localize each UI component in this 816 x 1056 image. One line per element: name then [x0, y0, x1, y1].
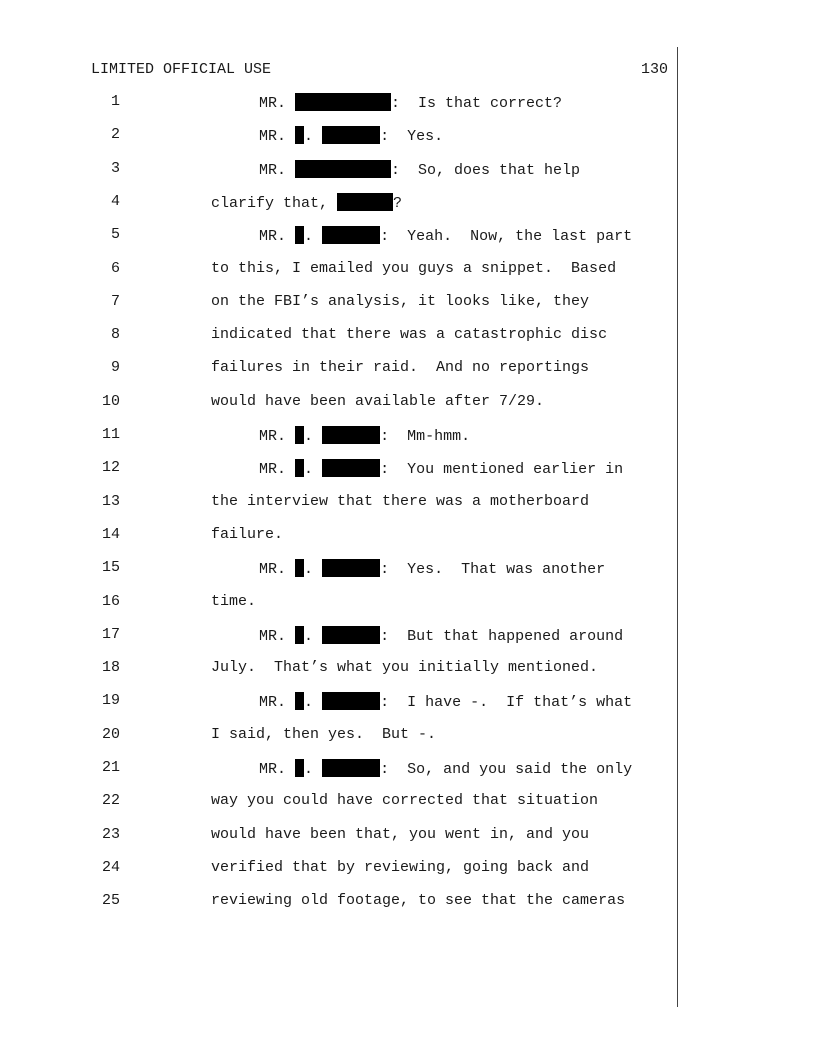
redaction-box	[295, 759, 304, 777]
line-number: 5	[110, 226, 120, 244]
line-content-end: ?	[393, 194, 403, 212]
transcript-line	[0, 258, 816, 282]
transcript-line	[0, 391, 816, 415]
line-content: : So, does that help	[391, 161, 581, 179]
line-content: indicated that there was a catastrophic disc	[211, 326, 608, 344]
speaker-line	[259, 692, 632, 711]
line-content: I said, then yes. But -.	[211, 725, 437, 743]
speaker-title: MR.	[259, 761, 287, 778]
line-content: : Yes.	[380, 128, 444, 146]
line-content: : So, and you said the only	[380, 761, 633, 778]
line-number: 19	[101, 692, 120, 710]
initial-separator: .	[304, 761, 314, 778]
speaker-line	[259, 226, 632, 245]
line-number: 9	[110, 359, 120, 377]
line-content: : I have -. If that’s what	[380, 694, 633, 712]
speaker-line	[259, 559, 605, 578]
initial-separator: .	[304, 228, 314, 246]
redaction-box	[322, 226, 380, 244]
line-number: 8	[110, 326, 120, 344]
line-number: 15	[101, 559, 120, 577]
line-number: 11	[101, 426, 120, 443]
initial-separator: .	[304, 128, 314, 146]
line-number: 16	[101, 592, 120, 610]
speaker-title: MR.	[259, 228, 287, 246]
transcript-line	[0, 657, 816, 681]
transcript-line	[0, 857, 816, 881]
transcript-line	[0, 91, 816, 115]
transcript-line	[0, 357, 816, 381]
redaction-box	[295, 426, 304, 444]
classification-marking: LIMITED OFFICIAL USE	[91, 61, 272, 78]
transcript-line	[0, 491, 816, 515]
line-number: 22	[101, 792, 120, 810]
line-number: 3	[110, 159, 120, 177]
initial-separator: .	[304, 561, 314, 579]
redaction-box	[322, 626, 380, 644]
transcript-line	[0, 557, 816, 581]
speaker-line	[259, 459, 623, 478]
transcript-line	[0, 890, 816, 914]
line-content: on the FBI’s analysis, it looks like, they	[211, 292, 590, 310]
speaker-title: MR.	[259, 161, 287, 179]
line-number: 10	[101, 392, 120, 410]
line-number: 6	[110, 259, 120, 277]
line-content: would have been available after 7/29.	[211, 392, 545, 410]
line-number: 13	[101, 492, 120, 510]
line-content: verified that by reviewing, going back and	[211, 858, 590, 876]
speaker-title: MR.	[259, 694, 287, 712]
line-number: 17	[101, 625, 120, 643]
initial-separator: .	[304, 461, 314, 479]
transcript-line	[0, 424, 816, 448]
redaction-box	[322, 426, 380, 444]
line-number: 14	[101, 525, 120, 543]
redaction-box	[295, 692, 304, 710]
redaction-box	[295, 226, 304, 244]
line-content: : But that happened around	[380, 627, 624, 645]
transcript-line	[0, 524, 816, 548]
redaction-box	[295, 160, 391, 178]
transcript-line	[0, 690, 816, 714]
transcript-line	[0, 457, 816, 481]
transcript-line	[0, 757, 816, 781]
line-content: July. That’s what you initially mentioned.	[211, 659, 599, 677]
line-number: 1	[110, 93, 120, 110]
redaction-box	[322, 559, 380, 577]
redaction-box	[295, 459, 304, 477]
line-content: : Yeah. Now, the last part	[380, 228, 633, 246]
line-content: : Yes. That was another	[380, 561, 606, 579]
initial-separator: .	[304, 428, 314, 445]
line-number: 18	[101, 659, 120, 677]
speaker-line	[259, 626, 623, 645]
continuation-line	[211, 193, 402, 212]
line-content: : Is that correct?	[391, 95, 563, 112]
speaker-title: MR.	[259, 95, 287, 112]
line-content: time.	[211, 592, 257, 610]
page-number: 130	[640, 61, 668, 78]
transcript-line	[0, 124, 816, 148]
transcript-line	[0, 624, 816, 648]
transcript-line	[0, 790, 816, 814]
transcript-line	[0, 191, 816, 215]
line-number: 23	[101, 825, 120, 843]
redaction-box	[295, 626, 304, 644]
line-content: to this, I emailed you guys a snippet. Based	[211, 259, 617, 277]
line-content: : You mentioned earlier in	[380, 461, 624, 479]
speaker-title: MR.	[259, 627, 287, 645]
speaker-title: MR.	[259, 428, 287, 445]
transcript-line	[0, 591, 816, 615]
page-header	[91, 61, 668, 81]
line-content: : Mm-hmm.	[380, 428, 471, 445]
speaker-title: MR.	[259, 461, 287, 479]
transcript-line	[0, 724, 816, 748]
line-number: 4	[110, 192, 120, 210]
transcript-line	[0, 324, 816, 348]
speaker-line	[259, 160, 580, 179]
redaction-box	[337, 193, 393, 211]
speaker-title: MR.	[259, 561, 287, 579]
line-number: 24	[101, 858, 120, 876]
speaker-line	[259, 93, 562, 112]
redaction-box	[322, 692, 380, 710]
speaker-line	[259, 759, 632, 778]
speaker-title: MR.	[259, 128, 287, 146]
transcript-line	[0, 224, 816, 248]
line-content: failures in their raid. And no reportings	[211, 359, 590, 377]
line-content: failure.	[211, 525, 284, 543]
speaker-line	[259, 426, 470, 445]
redaction-box	[295, 93, 391, 111]
line-content: the interview that there was a motherboard	[211, 492, 590, 510]
initial-separator: .	[304, 694, 314, 712]
line-content: reviewing old footage, to see that the cameras	[211, 892, 626, 910]
redaction-box	[322, 759, 380, 777]
transcript-line	[0, 158, 816, 182]
line-content: clarify that,	[211, 194, 329, 212]
redaction-box	[322, 459, 380, 477]
line-content: would have been that, you went in, and you	[211, 825, 590, 843]
line-number: 21	[101, 759, 120, 776]
transcript-line	[0, 824, 816, 848]
transcript-line	[0, 291, 816, 315]
initial-separator: .	[304, 627, 314, 645]
line-number: 12	[101, 459, 120, 477]
redaction-box	[322, 126, 380, 144]
redaction-box	[295, 559, 304, 577]
line-number: 7	[110, 292, 120, 310]
line-number: 2	[110, 126, 120, 144]
line-number: 25	[101, 892, 120, 910]
line-content: way you could have corrected that situation	[211, 792, 599, 810]
redaction-box	[295, 126, 304, 144]
speaker-line	[259, 126, 443, 145]
line-number: 20	[101, 725, 120, 743]
